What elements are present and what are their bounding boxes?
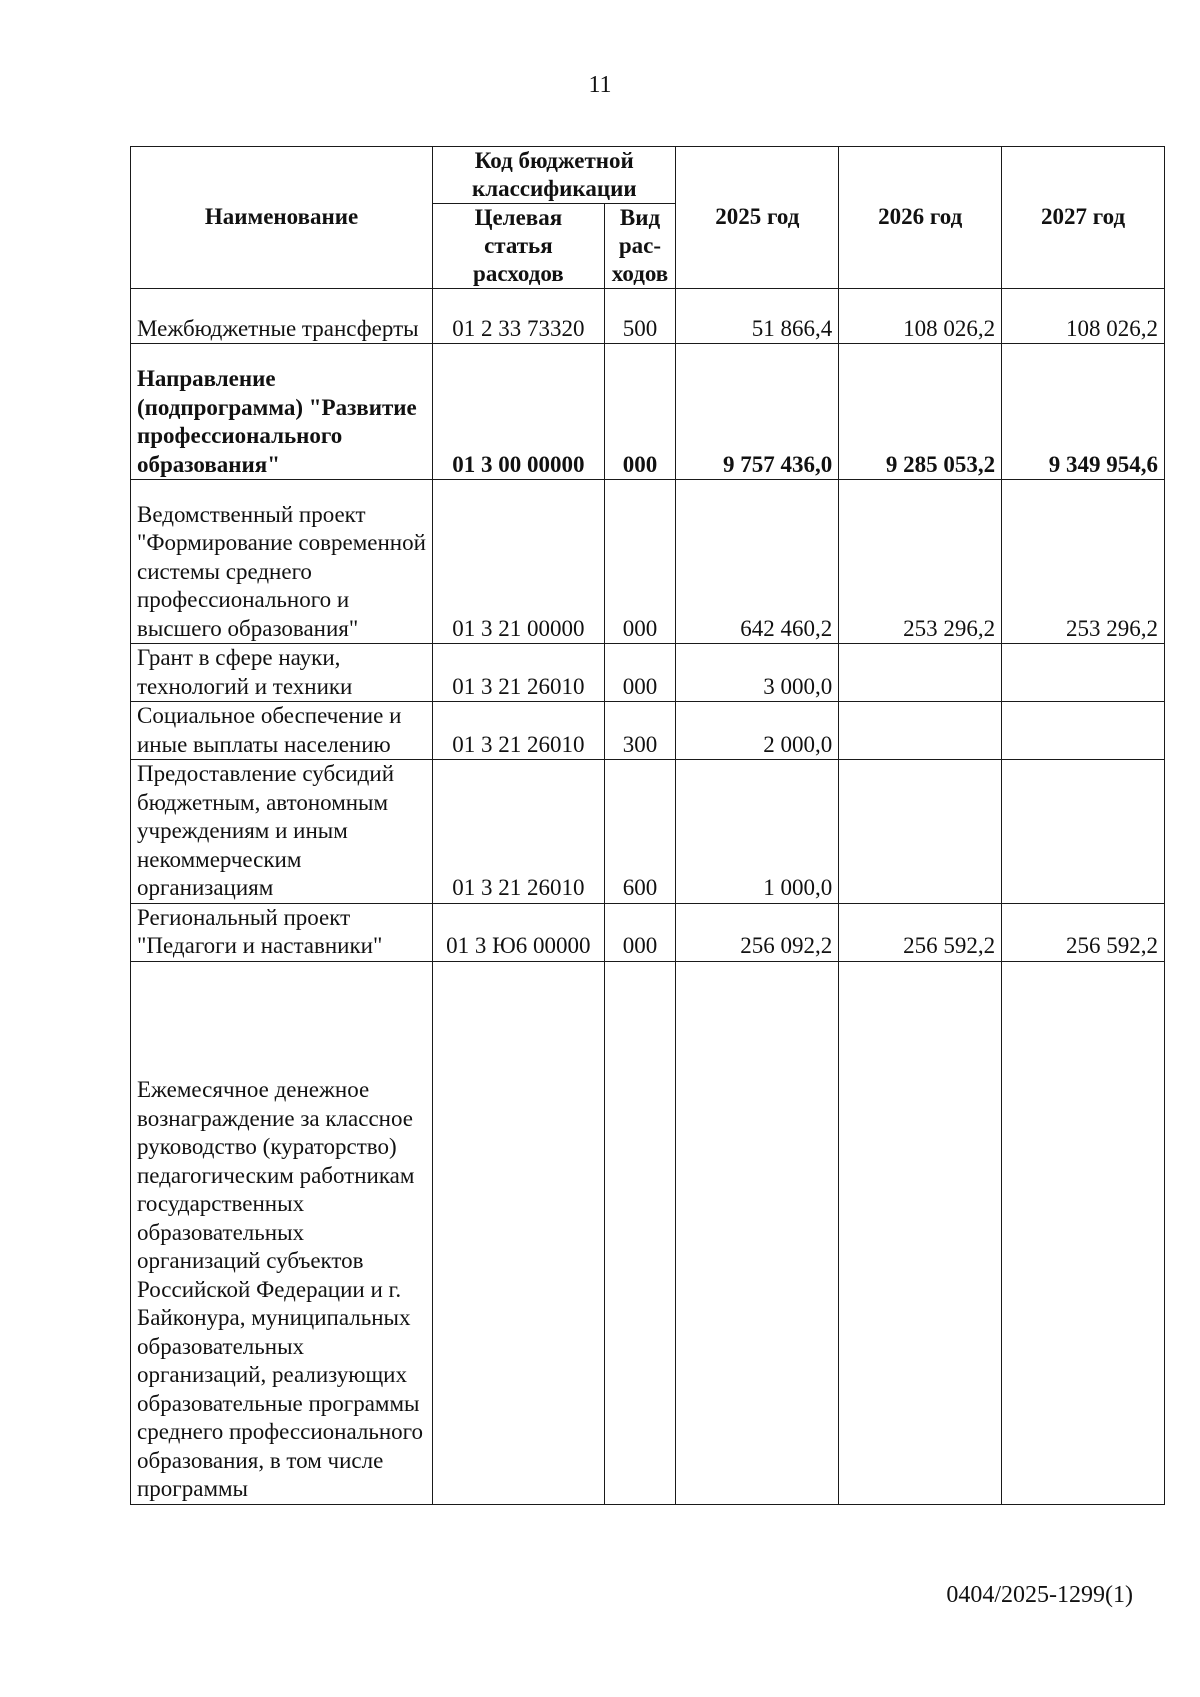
cell-name: Грант в сфере науки, технологий и техники <box>131 644 433 702</box>
cell-2026: 9 285 053,2 <box>839 344 1002 480</box>
cell-2027: 256 592,2 <box>1002 903 1165 961</box>
budget-table <box>130 146 1165 1505</box>
cell-2027: 253 296,2 <box>1002 480 1165 644</box>
table-header <box>131 147 1165 289</box>
table-row <box>131 644 1165 702</box>
cell-name: Межбюджетные трансферты <box>131 289 433 344</box>
cell-2025: 9 757 436,0 <box>676 344 839 480</box>
cell-2027 <box>1002 760 1165 904</box>
table-row <box>131 344 1165 480</box>
cell-2026 <box>839 760 1002 904</box>
cell-2025: 2 000,0 <box>676 702 839 760</box>
cell-name: Ведомственный проект "Формирование современной системы среднего профессионального и высшего образования" <box>131 480 433 644</box>
cell-2026 <box>839 961 1002 1504</box>
cell-expense-type: 000 <box>604 644 676 702</box>
cell-expense-type: 000 <box>604 903 676 961</box>
cell-2026: 108 026,2 <box>839 289 1002 344</box>
cell-expense-type <box>604 961 676 1504</box>
cell-2025: 51 866,4 <box>676 289 839 344</box>
cell-expense-type: 000 <box>604 344 676 480</box>
cell-name: Ежемесячное денежное вознаграждение за классное руководство (кураторство) педагогическим работникам государственных образовательных организаций субъектов Российской Федерации и г. Байконура, муниципальных образовательных организаций, реализующих образовательные программы среднего профессионального образования, в том числе программы <box>131 961 433 1504</box>
cell-2026 <box>839 702 1002 760</box>
header-2027: 2027 год <box>1002 147 1165 289</box>
cell-2025 <box>676 961 839 1504</box>
cell-target-article: 01 2 33 73320 <box>433 289 604 344</box>
header-name: Наименование <box>131 147 433 289</box>
table-row <box>131 289 1165 344</box>
cell-target-article: 01 3 21 26010 <box>433 760 604 904</box>
header-expense-type: Вид рас-ходов <box>604 204 676 289</box>
table-row <box>131 903 1165 961</box>
cell-expense-type: 500 <box>604 289 676 344</box>
cell-2025: 642 460,2 <box>676 480 839 644</box>
header-2025: 2025 год <box>676 147 839 289</box>
cell-name: Предоставление субсидий бюджетным, автономным учреждениям и иным некоммерческим организациям <box>131 760 433 904</box>
cell-name: Региональный проект "Педагоги и наставники" <box>131 903 433 961</box>
header-2026: 2026 год <box>839 147 1002 289</box>
cell-name: Направление (подпрограмма) "Развитие профессионального образования" <box>131 344 433 480</box>
document-id: 0404/2025-1299(1) <box>946 1582 1133 1608</box>
cell-2025: 1 000,0 <box>676 760 839 904</box>
cell-expense-type: 600 <box>604 760 676 904</box>
cell-target-article: 01 3 00 00000 <box>433 344 604 480</box>
cell-name: Социальное обеспечение и иные выплаты населению <box>131 702 433 760</box>
cell-target-article: 01 3 Ю6 00000 <box>433 903 604 961</box>
cell-target-article: 01 3 21 26010 <box>433 702 604 760</box>
cell-target-article: 01 3 21 26010 <box>433 644 604 702</box>
table-row <box>131 480 1165 644</box>
cell-2027 <box>1002 961 1165 1504</box>
table-row <box>131 961 1165 1504</box>
cell-target-article <box>433 961 604 1504</box>
table-row <box>131 702 1165 760</box>
cell-2025: 256 092,2 <box>676 903 839 961</box>
cell-2027 <box>1002 644 1165 702</box>
header-target-article: Целевая статья расходов <box>433 204 604 289</box>
header-code-group: Код бюджетной классификации <box>433 147 676 204</box>
cell-2027: 9 349 954,6 <box>1002 344 1165 480</box>
cell-2027: 108 026,2 <box>1002 289 1165 344</box>
table-body <box>131 289 1165 1505</box>
cell-2025: 3 000,0 <box>676 644 839 702</box>
cell-target-article: 01 3 21 00000 <box>433 480 604 644</box>
cell-2026 <box>839 644 1002 702</box>
cell-expense-type: 300 <box>604 702 676 760</box>
cell-2026: 253 296,2 <box>839 480 1002 644</box>
cell-2026: 256 592,2 <box>839 903 1002 961</box>
table-row <box>131 760 1165 904</box>
cell-2027 <box>1002 702 1165 760</box>
cell-expense-type: 000 <box>604 480 676 644</box>
page-number: 11 <box>588 72 612 98</box>
